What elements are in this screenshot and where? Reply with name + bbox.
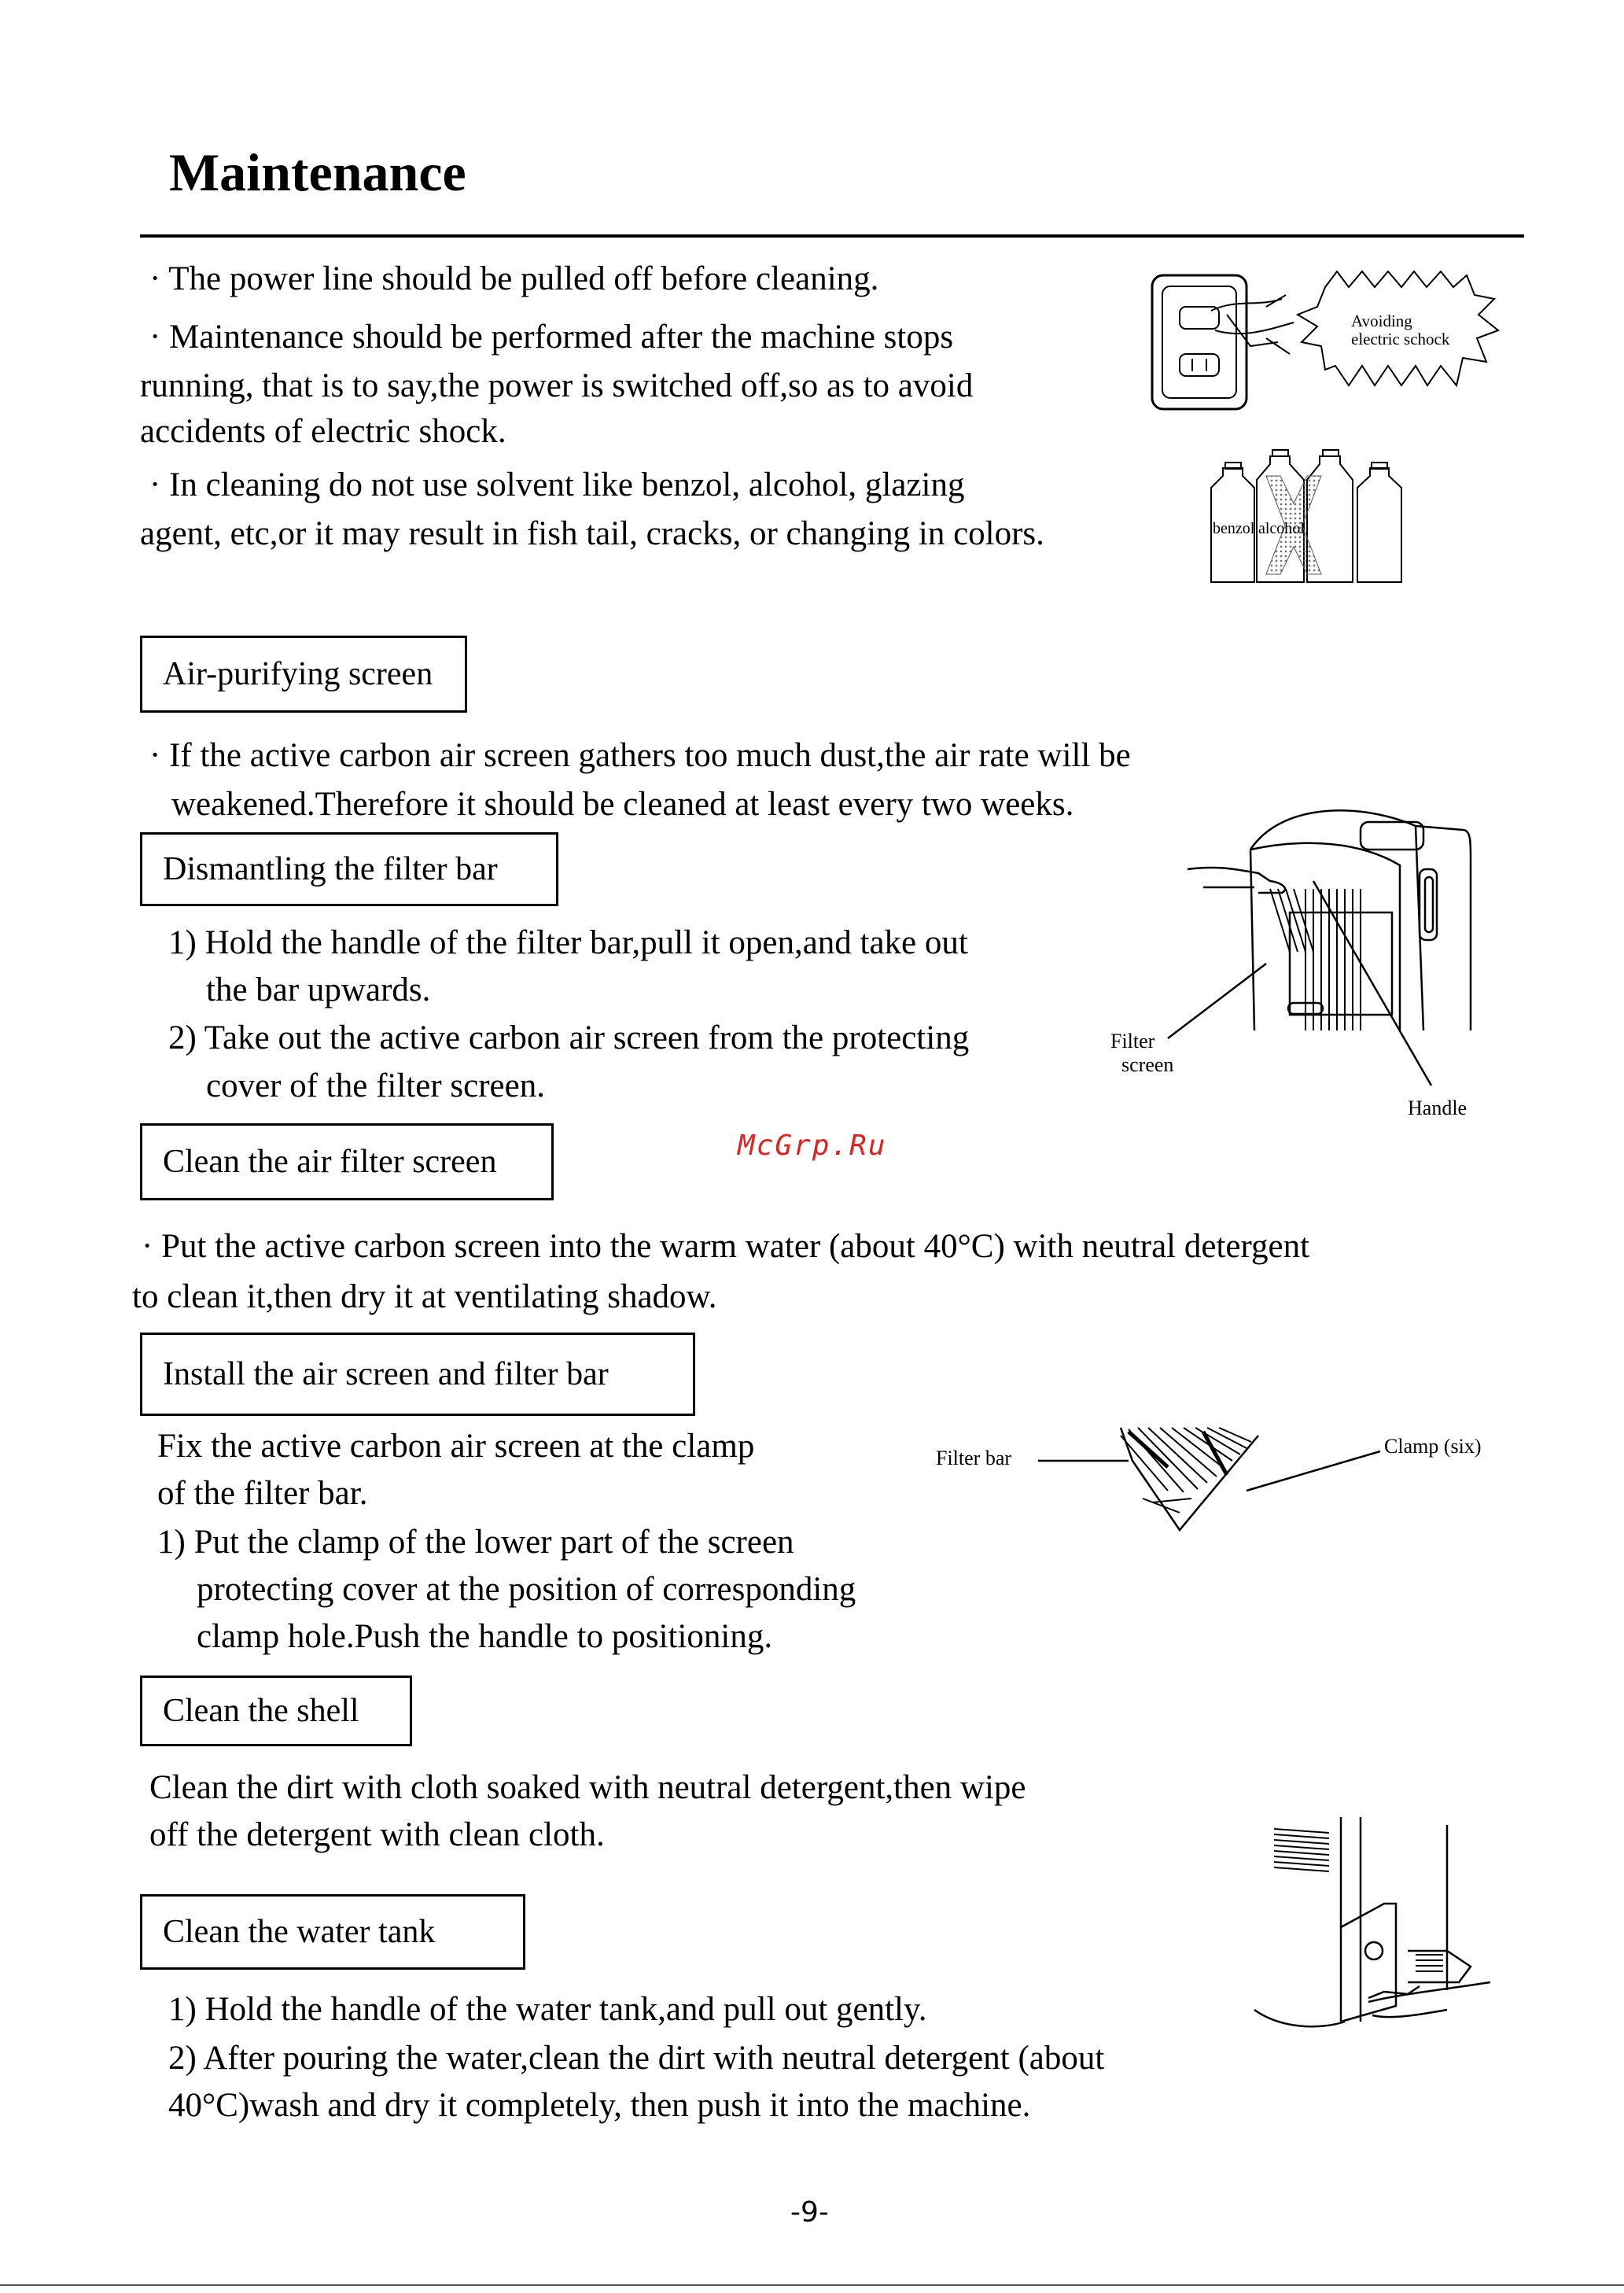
clamp-label: Clamp (six) xyxy=(1384,1435,1482,1458)
air-text-a: · If the active carbon air screen gathers too much dust,the air rate will be xyxy=(149,737,1131,774)
shock-label-2: electric schock xyxy=(1351,330,1450,348)
install-text-a: Fix the active carbon air screen at the clamp xyxy=(157,1428,755,1465)
install-step-1a: 1) Put the clamp of the lower part of the screen xyxy=(157,1524,794,1561)
intro-line-3b: agent, etc,or it may result in fish tail, cracks, or changing in colors. xyxy=(140,515,1044,552)
tank-step-2b: 40°C)wash and dry it completely, then push it into the machine. xyxy=(168,2087,1031,2124)
install-step-1c: clamp hole.Push the handle to positioning. xyxy=(197,1618,773,1655)
electric-shock-illustration xyxy=(1148,267,1510,417)
clean-filter-text-b: to clean it,then dry it at ventilating shadow. xyxy=(132,1278,717,1315)
section-heading-clean-shell: Clean the shell xyxy=(140,1676,412,1746)
water-tank-illustration xyxy=(1250,1809,1502,2037)
install-step-1b: protecting cover at the position of corresponding xyxy=(197,1571,856,1608)
dismantle-step-1b: the bar upwards. xyxy=(206,971,431,1008)
title-divider xyxy=(140,234,1524,238)
dismantle-step-2a: 2) Take out the active carbon air screen from the protecting xyxy=(168,1019,970,1056)
air-text-b: weakened.Therefore it should be cleaned at least every two weeks. xyxy=(171,786,1074,823)
shell-text-b: off the detergent with clean cloth. xyxy=(149,1816,605,1853)
section-heading-clean-filter: Clean the air filter screen xyxy=(140,1123,554,1200)
dismantle-step-2b: cover of the filter screen. xyxy=(206,1067,545,1104)
tank-step-2a: 2) After pouring the water,clean the dirt with neutral detergent (about xyxy=(168,2040,1105,2077)
intro-line-2b: running, that is to say,the power is switched off,so as to avoid xyxy=(140,367,974,404)
clamp-illustration xyxy=(932,1420,1506,1546)
install-text-b: of the filter bar. xyxy=(157,1475,368,1512)
shock-label-1: Avoiding xyxy=(1351,312,1412,330)
handle-label: Handle xyxy=(1408,1097,1467,1119)
dismantle-step-1a: 1) Hold the handle of the filter bar,pull it open,and take out xyxy=(168,924,968,961)
section-heading-install: Install the air screen and filter bar xyxy=(140,1333,695,1416)
filter-bar-label: Filter bar xyxy=(936,1447,1012,1469)
page-title: Maintenance xyxy=(169,142,466,202)
intro-line-3a: · In cleaning do not use solvent like benzol, alcohol, glazing xyxy=(149,466,965,503)
section-heading-dismantling: Dismantling the filter bar xyxy=(140,832,558,906)
page-number: -9- xyxy=(790,2196,829,2228)
bottle-label-alcohol: alcohol xyxy=(1258,520,1305,537)
page-bottom-edge xyxy=(0,2284,1624,2286)
intro-line-1: · The power line should be pulled off before cleaning. xyxy=(149,260,879,297)
section-heading-air-purifying: Air-purifying screen xyxy=(140,636,467,713)
watermark-text: McGrp.Ru xyxy=(738,1130,887,1162)
section-heading-clean-tank: Clean the water tank xyxy=(140,1894,525,1970)
intro-line-2a: · Maintenance should be performed after the machine stops xyxy=(149,319,954,356)
solvent-bottles-illustration xyxy=(1203,441,1439,586)
clean-filter-text-a: · Put the active carbon screen into the warm water (about 40°C) with neutral detergent xyxy=(142,1228,1310,1265)
filter-screen-label-1: Filter xyxy=(1110,1030,1155,1052)
filter-removal-illustration xyxy=(1101,794,1510,1125)
tank-step-1: 1) Hold the handle of the water tank,and pull out gently. xyxy=(168,1991,927,2028)
shell-text-a: Clean the dirt with cloth soaked with neutral detergent,then wipe xyxy=(149,1769,1026,1806)
intro-line-2c: accidents of electric shock. xyxy=(140,413,506,450)
bottle-label-benzol: benzol xyxy=(1213,520,1255,537)
filter-screen-label-2: screen xyxy=(1121,1053,1174,1076)
